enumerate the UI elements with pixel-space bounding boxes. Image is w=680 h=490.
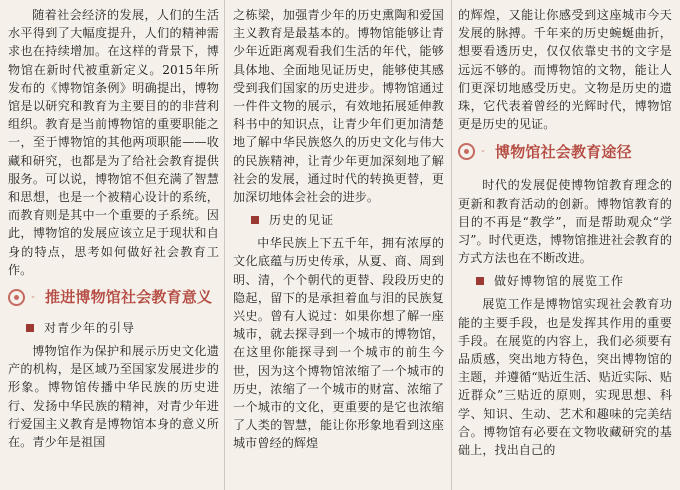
square-bullet-icon (26, 324, 34, 332)
section-heading-approaches (458, 143, 672, 160)
section-dots-icon: ·· (481, 146, 485, 156)
text-column-3 (451, 6, 672, 490)
section-dots-icon: ·· (31, 292, 35, 302)
subheading-text-historical-witness: 历史的见证 (269, 213, 335, 228)
text-column-1 (8, 6, 226, 490)
intro-paragraph: 随着社会经济的发展，人们的生活水平得到了大幅度提升，人们的精神需求也在持续增加。在这样的背景下，博物馆在新时代被重新定义。2015年所发布的《博物馆条例》明确提出，博物馆是以研究和教育为主要目的的非营利组织。教育是当前博物馆的重要职能之一，至于博物馆的其他两项职能——收藏和研究，也都是为了给社会教育提供服务。可以说，博物馆不但充满了智慧和思想，也是一个被精心设计的系统，而教育则是其中一个重要的子系统。因此，博物馆的发展应该立足于现状和自身的特点，思考如何做好社会教育工作。 (8, 8, 219, 277)
exhibition-work-paragraph: 展览工作是博物馆实现社会教育功能的主要手段，也是发挥其作用的重要手段。在展览的内容上，我们必须要有品质感，突出地方特色，突出博物馆的主题，并遵循“贴近生活、贴近实际、贴近群众”三贴近的原则，实现思想、科学、知识、生动、艺术和趣味的完美结合。博物馆有必要在文物收藏研究的基础上，找出自己的 (458, 297, 672, 458)
square-bullet-icon (476, 277, 484, 285)
subheading-youth-guidance (26, 322, 219, 334)
youth-guidance-paragraph: 博物馆作为保护和展示历史文化遗产的机构，是区域乃至国家发展进步的形象。博物馆传播中华民族的历史进行、发扬中华民族的精神，对青少年进行爱国主义教育是博物馆本身的意义所在。青少年是祖国 (8, 344, 219, 450)
approaches-intro-paragraph: 时代的发展促使博物馆教育理念的更新和教育活动的创新。博物馆教育的目的不再是“教学”，而是帮助观众“学习”。时代更迭，博物馆推进社会教育的方式方法也在不断改进。 (458, 178, 672, 266)
subheading-exhibition-work (476, 275, 672, 287)
section-bullet-icon (8, 289, 25, 306)
historical-witness-paragraph: 中华民族上下五千年，拥有浓厚的文化底蕴与历史传承，从夏、商、周到明、清，个个朝代的更替、段段历史的隐起，留下的是承担着血与泪的民族复兴史。曾有人说过：如果你想了解一座城市，就去探寻到一个城市的博物馆，在这里你能探寻到一个城市的前生今世，因为这个博物馆浓缩了一个城市的历史，浓缩了一个城市的财富、浓缩了一个城市的文化，更重要的是它也浓缩了人类的智慧，能让你形象地看到这座城市曾经的辉煌 (233, 236, 444, 451)
subheading-historical-witness (251, 214, 444, 226)
square-bullet-icon (251, 216, 259, 224)
section-title-approaches: 博物馆社会教育途径 (495, 142, 632, 161)
subheading-text-exhibition-work: 做好博物馆的展览工作 (494, 274, 625, 289)
subheading-text-youth-guidance: 对青少年的引导 (44, 321, 136, 336)
column-3-continuation-paragraph: 的辉煌，又能让你感受到这座城市今天发展的脉搏。千年来的历史蜿蜒曲折，想要看透历史，仅仅依靠史书的文字是远远不够的。而博物馆的文物，能让人们更深切地感受历史。文物是历史的遗珠，它代表着曾经的光辉时代，博物馆更是历史的见证。 (458, 8, 672, 132)
section-bullet-icon (458, 143, 475, 160)
text-column-2 (226, 6, 451, 490)
section-title-significance: 推进博物馆社会教育意义 (45, 288, 213, 307)
section-heading-significance (8, 289, 219, 306)
column-2-continuation-paragraph: 之栋梁，加强青少年的历史熏陶和爱国主义教育是最基本的。博物馆能够让青少年近距离观看我们生活的年代，能够具体地、全面地见证历史，能够使其感受到我们国家的历史进步。博物馆通过一件件文物的展示，有效地拓展延伸教科书中的知识点，让青少年们更加清楚地了解中华民族悠久的历史文化与伟大的民族精神，让青少年更加深刻地了解社会的发展，通过时代的转换更替，更加深切地体会社会的进步。 (233, 8, 444, 205)
